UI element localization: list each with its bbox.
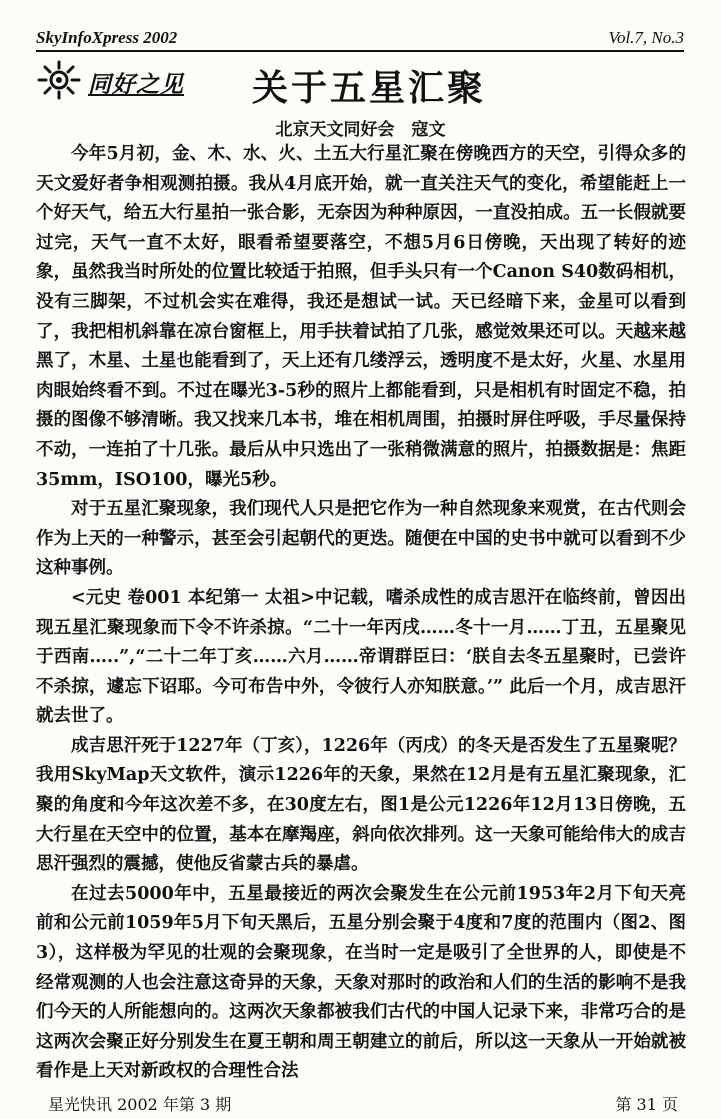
article-body [36,140,686,1087]
title-bar [36,60,684,109]
paragraph: 成吉思汗死于1227年（丁亥），1226年（丙戌）的冬天是否发生了五星聚呢？我用SkyMap天文软件，演示1226年的天象，果然在12月是有五星汇聚现象，汇聚的角度和今年这次差不多，在30度左右，图1是公元1226年12月13日傍晚，五大行星在天空中的位置，基本在摩羯座，斜向依次排列。这一天象可能给伟大的成吉思汗强烈的震撼，使他反省蒙古兵的暴虐。 [36,735,686,875]
sun-icon [36,60,82,100]
footer-issue: 星光快讯 2002 年第 3 期 [48,1095,232,1114]
volume-number: Vol.7, No.3 [608,28,684,47]
page-number: 第 31 页 [615,1095,678,1114]
page-footer [48,1092,678,1114]
page-header [36,26,684,52]
publication-name: SkyInfoXpress 2002 [36,28,178,47]
paragraph: 今年5月初，金、木、水、火、土五大行星汇聚在傍晚西方的天空，引得众多的天文爱好者争相观测拍摄。我从4月底开始，就一直关注天气的变化，希望能赶上一个好天气，给五大行星拍一张合影，无奈因为种种原因，一直没拍成。五一长假就要过完，天气一直不太好，眼看希望要落空，不想5月6日傍晚，天出现了转好的迹象，虽然我当时所处的位置比较适于拍照，但手头只有一个Canon S40数码相机，没有三脚架，不过机会实在难得，我还是想试一试。天已经暗下来，金星可以看到了，我把相机斜靠在凉台窗框上，用手扶着试拍了几张，感觉效果还可以。天越来越黑了，木星、土星也能看到了，天上还有几缕浮云，透明度不是太好，火星、水星用肉眼始终看不到。不过在曝光3-5秒的照片上都能看到，只是相机有时固定不稳，拍摄的图像不够清晰。我又找来几本书，堆在相机周围，拍摄时屏住呼吸，手尽量保持不动，一连拍了十几张。最后从中只选出了一张稍微满意的照片，拍摄数据是：焦距35mm，ISO100，曝光5秒。 [36,144,686,490]
article-author: 北京天文同好会 寇文 [275,120,446,140]
paragraph: <元史 卷001 本纪第一 太祖>中记载，嗜杀成性的成吉思汗在临终前，曾因出现五星汇聚现象而下令不许杀掠。“二十一年丙戌……冬十一月……丁丑，五星聚见于西南…..”,“二十二年丁亥……六月……帝谓群臣曰：‘朕自去冬五星聚时，已尝许不杀掠，遽忘下诏耶。今可布告中外，令彼行人亦知朕意。’” 此后一个月，成吉思汗就去世了。 [36,587,686,727]
paragraph: 对于五星汇聚现象，我们现代人只是把它作为一种自然现象来观赏，在古代则会作为上天的一种警示，甚至会引起朝代的更迭。随便在中国的史书中就可以看到不少这种事例。 [36,499,686,579]
column-name: 同好之见 [88,71,184,98]
paragraph: 在过去5000年中，五星最接近的两次会聚发生在公元前1953年2月下旬天亮前和公元前1059年5月下旬天黑后，五星分别会聚于4度和7度的范围内（图2、图3），这样极为罕见的壮观的会聚现象，在当时一定是吸引了全世界的人，即使是不经常观测的人也会注意这奇异的天象，天象对那时的政治和人们的生活的影响不是我们今天的人所能想向的。这两次天象都被我们古代的中国人记录下来，非常巧合的是这两次会聚正好分别发生在夏王朝和周王朝建立的前后，所以这一天象从一开始就被看作是上天对新政权的合理性合法 [36,883,686,1082]
article-title: 关于五星汇聚 [252,68,487,109]
